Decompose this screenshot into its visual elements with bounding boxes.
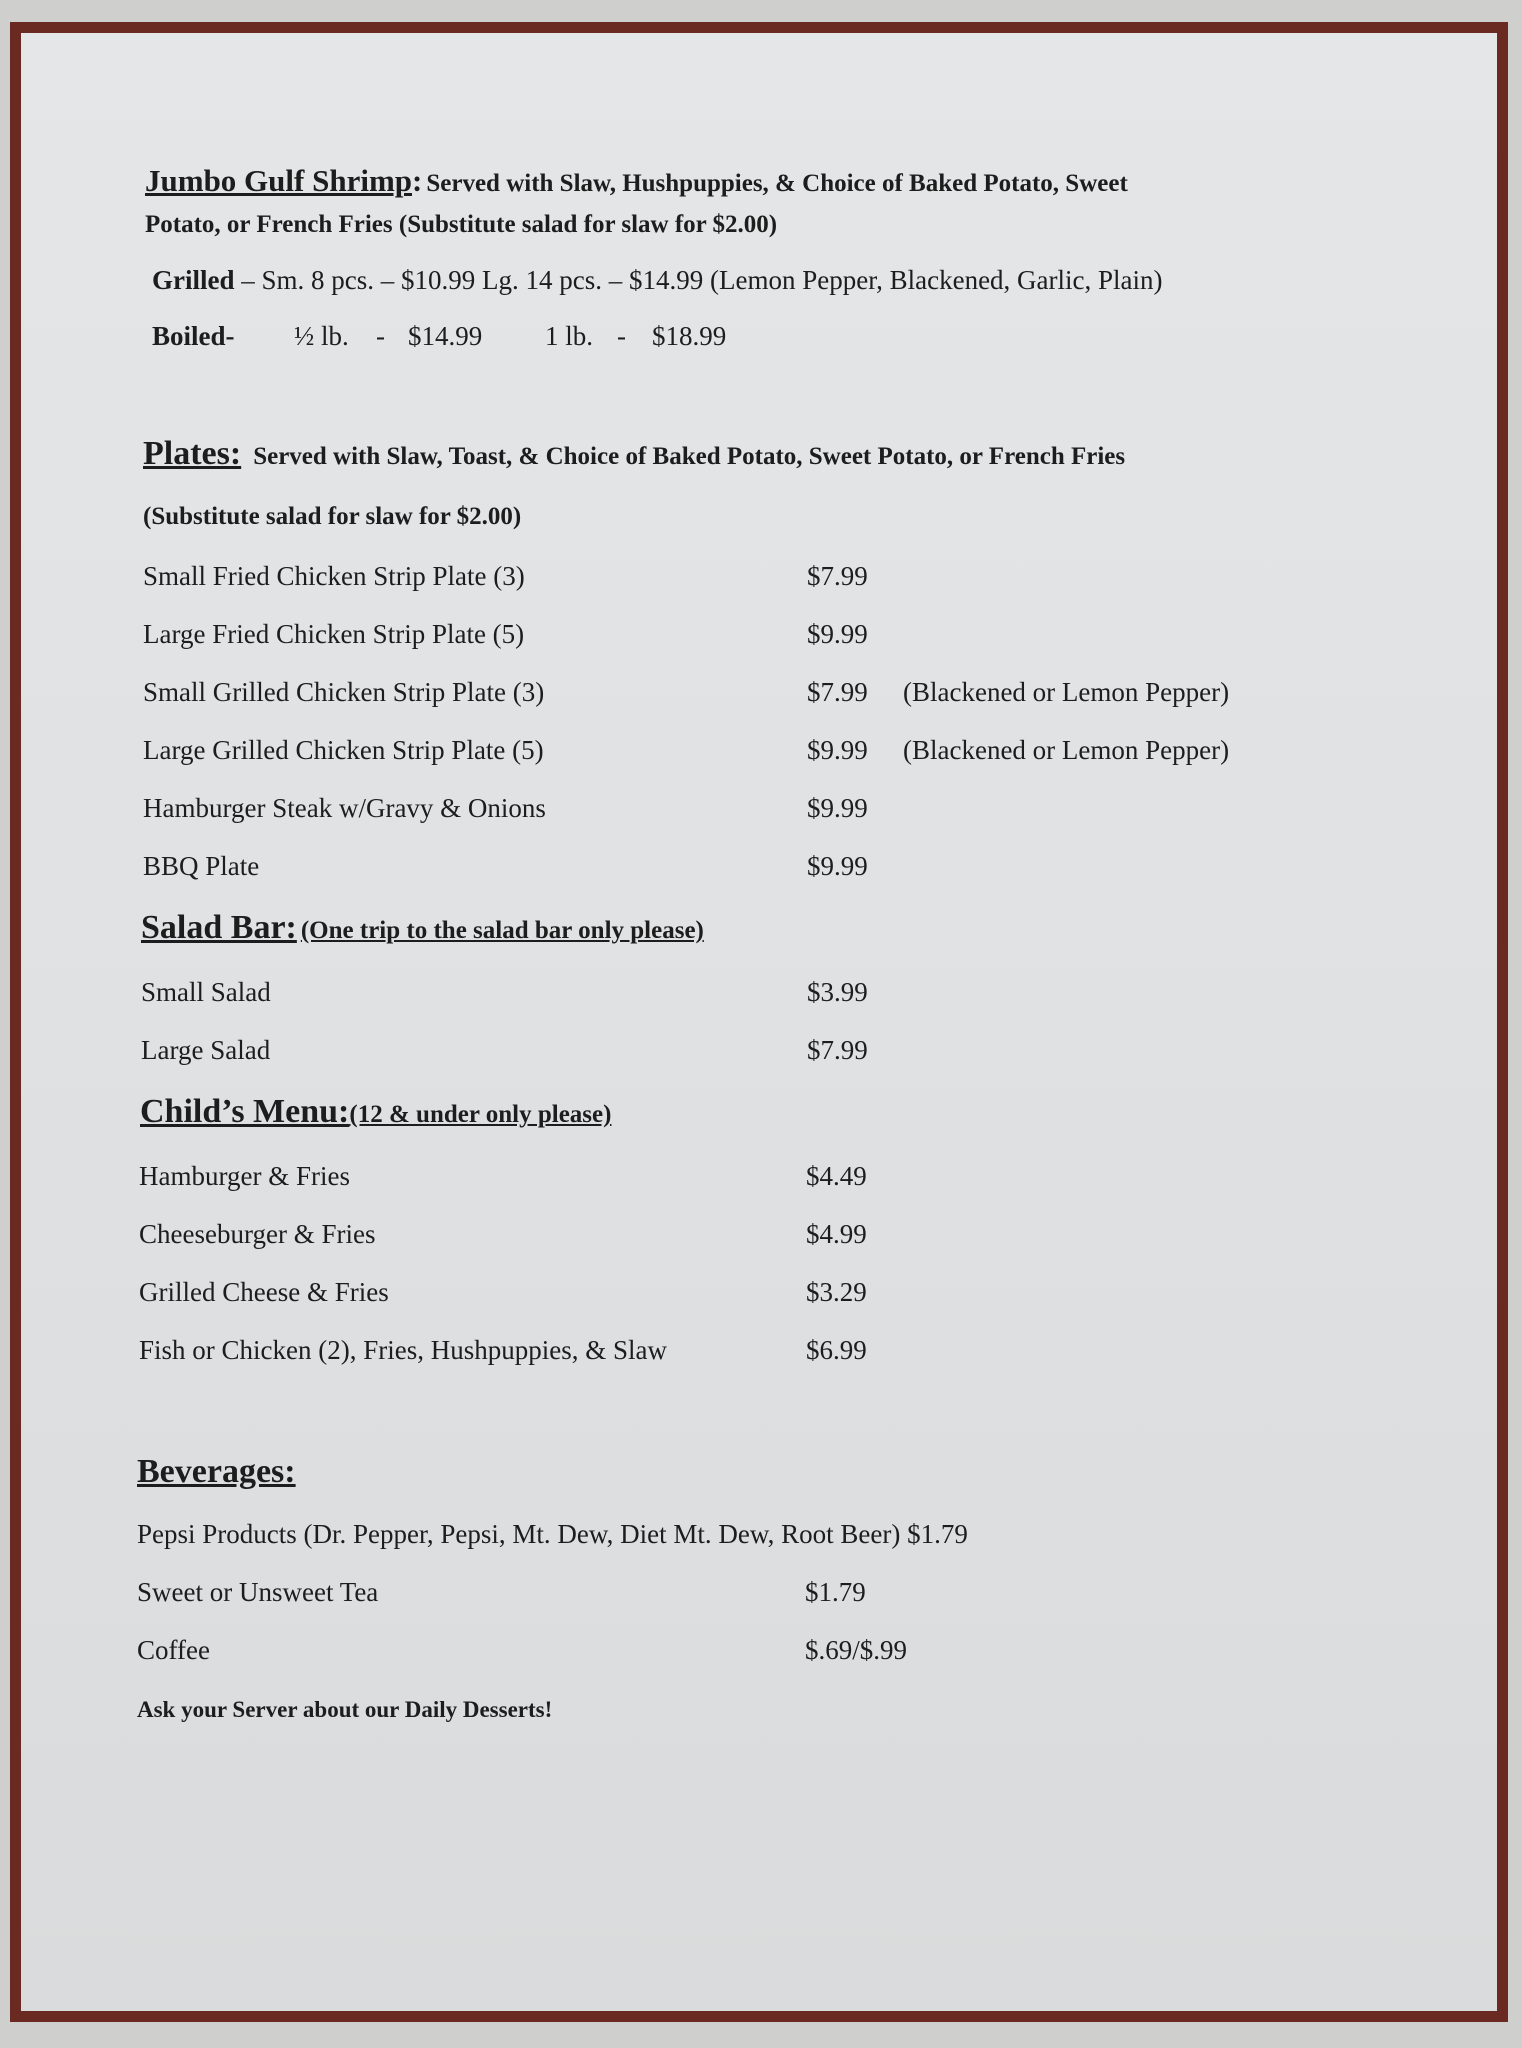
plate-item-price: $7.99	[807, 677, 868, 707]
desserts-footer: Ask your Server about our Daily Desserts!	[137, 1697, 553, 1722]
plate-item-note: (Blackened or Lemon Pepper)	[903, 677, 1230, 707]
shrimp-section	[145, 163, 1128, 199]
child-item-price: $3.29	[806, 1277, 867, 1307]
grilled-label: Grilled	[152, 265, 235, 295]
salad-heading: Salad Bar:	[141, 909, 297, 946]
grilled-text: – Sm. 8 pcs. – $10.99 Lg. 14 pcs. – $14.99 (Lemon Pepper, Blackened, Garlic, Plain)	[241, 265, 1163, 295]
beverages-heading: Beverages:	[137, 1453, 296, 1490]
salad-item-name: Large Salad	[141, 1035, 271, 1065]
plate-item-price: $7.99	[807, 561, 868, 591]
boiled-one: 1 lb.	[545, 321, 594, 351]
pepsi-line: Pepsi Products (Dr. Pepper, Pepsi, Mt. Dew, Diet Mt. Dew, Root Beer) $1.79	[137, 1519, 968, 1549]
shrimp-desc-line1: Served with Slaw, Hushpuppies, & Choice of Baked Potato, Sweet	[426, 170, 1128, 197]
shrimp-desc-line2: Potato, or French Fries (Substitute salad for slaw for $2.00)	[145, 211, 778, 238]
plate-item-name: Large Fried Chicken Strip Plate (5)	[143, 619, 525, 649]
child-desc: (12 & under only please)	[349, 1101, 612, 1128]
child-heading: Child’s Menu:	[140, 1093, 350, 1130]
plates-substitute: (Substitute salad for slaw for $2.00)	[143, 503, 522, 530]
plates-desc: Served with Slaw, Toast, & Choice of Baked Potato, Sweet Potato, or French Fries	[253, 443, 1126, 470]
plate-item-price: $9.99	[807, 851, 868, 881]
plate-item-note: (Blackened or Lemon Pepper)	[903, 735, 1230, 765]
plates-heading: Plates:	[143, 435, 242, 472]
salad-item-name: Small Salad	[141, 977, 271, 1007]
beverage-item-price: $.69/$.99	[805, 1635, 908, 1665]
plate-item-name: Large Grilled Chicken Strip Plate (5)	[143, 735, 544, 765]
shrimp-grilled-row	[152, 265, 1163, 296]
plate-item-name: Hamburger Steak w/Gravy & Onions	[143, 793, 546, 823]
salad-header	[141, 909, 704, 947]
child-item-price: $4.49	[806, 1161, 867, 1191]
child-item-price: $6.99	[806, 1335, 867, 1365]
salad-item-price: $7.99	[807, 1035, 868, 1065]
plate-item-name: BBQ Plate	[143, 851, 260, 881]
salad-desc: (One trip to the salad bar only please)	[300, 917, 704, 944]
child-item-name: Grilled Cheese & Fries	[139, 1277, 389, 1307]
child-item-name: Fish or Chicken (2), Fries, Hushpuppies, & Slaw	[139, 1335, 667, 1365]
plates-header	[143, 435, 1125, 473]
boiled-dash-2: -	[617, 321, 626, 351]
salad-item-price: $3.99	[807, 977, 868, 1007]
boiled-dash-1: -	[376, 321, 385, 351]
plate-item-price: $9.99	[807, 619, 868, 649]
boiled-half-price: $14.99	[408, 321, 483, 351]
plate-item-name: Small Fried Chicken Strip Plate (3)	[143, 561, 525, 591]
boiled-half: ½ lb.	[294, 321, 349, 351]
boiled-label: Boiled-	[152, 321, 235, 351]
shrimp-heading: Jumbo Gulf Shrimp	[145, 163, 413, 198]
boiled-one-price: $18.99	[652, 321, 727, 351]
menu-page	[10, 22, 1508, 2022]
child-item-price: $4.99	[806, 1219, 867, 1249]
beverage-item-name: Coffee	[137, 1635, 210, 1665]
beverage-item-name: Sweet or Unsweet Tea	[137, 1577, 379, 1607]
shrimp-heading-colon: :	[412, 163, 423, 198]
child-header	[140, 1093, 611, 1131]
plate-item-name: Small Grilled Chicken Strip Plate (3)	[143, 677, 545, 707]
child-item-name: Hamburger & Fries	[139, 1161, 350, 1191]
plate-item-price: $9.99	[807, 793, 868, 823]
plate-item-price: $9.99	[807, 735, 868, 765]
beverage-item-price: $1.79	[805, 1577, 866, 1607]
child-item-name: Cheeseburger & Fries	[139, 1219, 376, 1249]
